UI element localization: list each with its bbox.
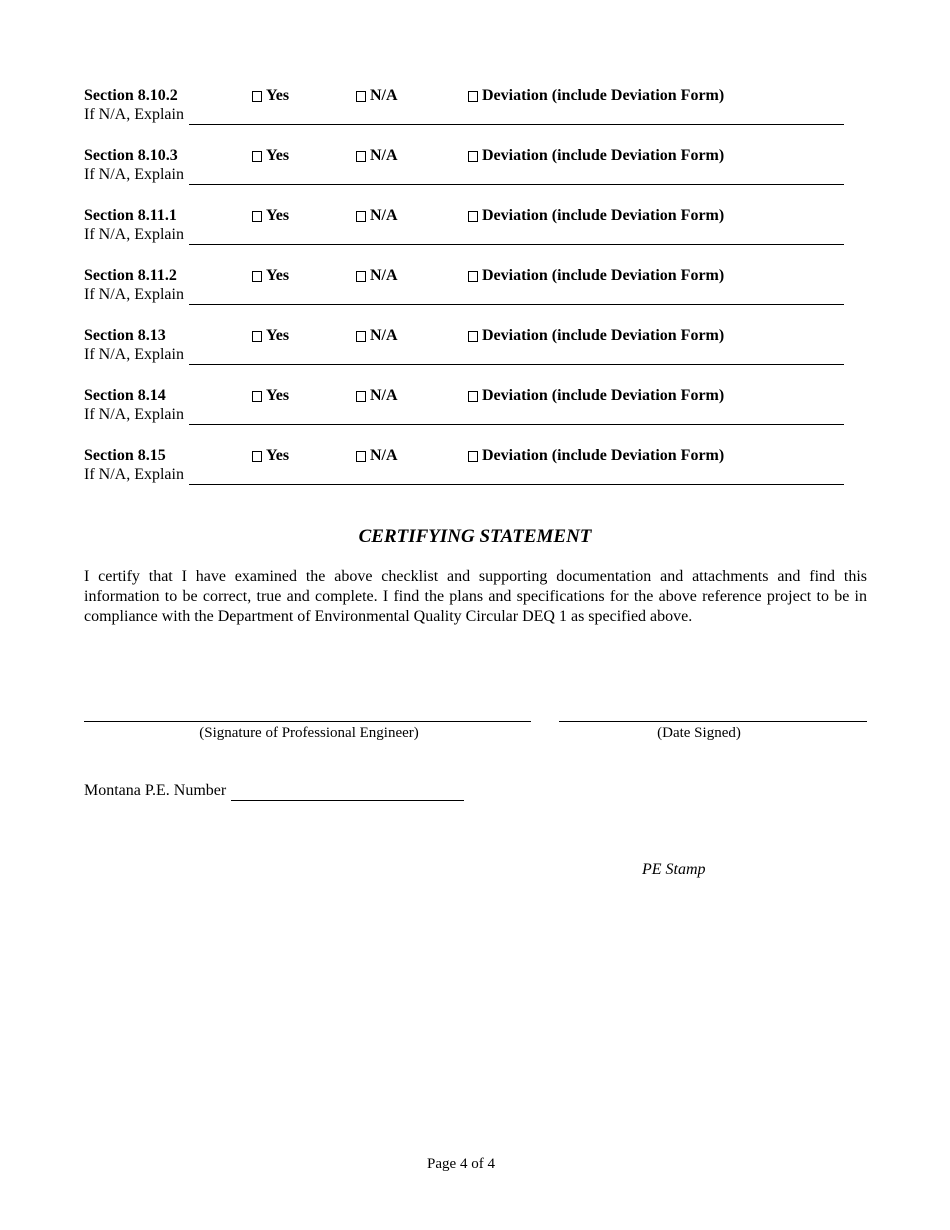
date-signed-label: (Date Signed) — [657, 725, 741, 741]
section-label: Section 8.13 — [84, 327, 166, 344]
yes-label: Yes — [266, 387, 290, 404]
yes-option[interactable] — [252, 266, 289, 286]
deviation-label: Deviation (include Deviation Form) — [482, 87, 725, 104]
na-option[interactable] — [356, 446, 398, 466]
na-option[interactable] — [356, 86, 398, 106]
section-label: Section 8.11.1 — [84, 207, 177, 224]
explain-input[interactable] — [189, 466, 844, 485]
deviation-checkbox[interactable] — [468, 391, 478, 402]
explain-label: If N/A, Explain — [84, 226, 184, 243]
page-number: Page 4 of 4 — [427, 1156, 495, 1172]
deviation-option[interactable] — [468, 266, 724, 286]
deviation-checkbox[interactable] — [468, 331, 478, 342]
yes-checkbox[interactable] — [252, 391, 262, 402]
section-label: Section 8.14 — [84, 387, 166, 404]
na-label: N/A — [370, 147, 398, 164]
yes-label: Yes — [266, 447, 290, 464]
na-option[interactable] — [356, 326, 398, 346]
na-label: N/A — [370, 327, 398, 344]
explain-line — [84, 165, 844, 185]
checklist-row — [84, 386, 844, 430]
yes-label: Yes — [266, 327, 290, 344]
yes-label: Yes — [266, 147, 290, 164]
explain-input[interactable] — [189, 346, 844, 365]
explain-line — [84, 465, 844, 485]
checklist-row — [84, 206, 844, 250]
deviation-checkbox[interactable] — [468, 271, 478, 282]
deviation-option[interactable] — [468, 446, 724, 466]
deviation-label: Deviation (include Deviation Form) — [482, 387, 725, 404]
yes-option[interactable] — [252, 446, 289, 466]
yes-checkbox[interactable] — [252, 151, 262, 162]
deviation-option[interactable] — [468, 386, 724, 406]
na-label: N/A — [370, 207, 398, 224]
yes-checkbox[interactable] — [252, 331, 262, 342]
explain-label: If N/A, Explain — [84, 106, 184, 123]
explain-line — [84, 285, 844, 305]
explain-line — [84, 105, 844, 125]
explain-label: If N/A, Explain — [84, 166, 184, 183]
na-checkbox[interactable] — [356, 391, 366, 402]
explain-label: If N/A, Explain — [84, 286, 184, 303]
deviation-label: Deviation (include Deviation Form) — [482, 267, 725, 284]
yes-option[interactable] — [252, 326, 289, 346]
yes-option[interactable] — [252, 386, 289, 406]
explain-line — [84, 225, 844, 245]
yes-option[interactable] — [252, 206, 289, 226]
section-label: Section 8.11.2 — [84, 267, 177, 284]
explain-input[interactable] — [189, 226, 844, 245]
explain-label: If N/A, Explain — [84, 346, 184, 363]
checklist-row — [84, 446, 844, 490]
na-label: N/A — [370, 387, 398, 404]
checklist-row — [84, 146, 844, 190]
section-label: Section 8.15 — [84, 447, 166, 464]
na-option[interactable] — [356, 266, 398, 286]
yes-label: Yes — [266, 267, 290, 284]
deviation-option[interactable] — [468, 206, 724, 226]
na-label: N/A — [370, 87, 398, 104]
deviation-checkbox[interactable] — [468, 91, 478, 102]
na-option[interactable] — [356, 386, 398, 406]
yes-checkbox[interactable] — [252, 451, 262, 462]
deviation-checkbox[interactable] — [468, 211, 478, 222]
explain-line — [84, 345, 844, 365]
na-option[interactable] — [356, 146, 398, 166]
deviation-label: Deviation (include Deviation Form) — [482, 447, 725, 464]
deviation-checkbox[interactable] — [468, 151, 478, 162]
engineer-signature-line[interactable] — [84, 721, 531, 722]
na-checkbox[interactable] — [356, 211, 366, 222]
explain-input[interactable] — [189, 166, 844, 185]
deviation-checkbox[interactable] — [468, 451, 478, 462]
na-checkbox[interactable] — [356, 91, 366, 102]
explain-line — [84, 405, 844, 425]
yes-option[interactable] — [252, 146, 289, 166]
yes-label: Yes — [266, 207, 290, 224]
section-label: Section 8.10.2 — [84, 87, 178, 104]
checklist-row — [84, 326, 844, 370]
deviation-label: Deviation (include Deviation Form) — [482, 207, 725, 224]
explain-label: If N/A, Explain — [84, 466, 184, 483]
na-label: N/A — [370, 267, 398, 284]
deviation-label: Deviation (include Deviation Form) — [482, 147, 725, 164]
yes-label: Yes — [266, 87, 290, 104]
checklist-row — [84, 266, 844, 310]
pe-stamp-label: PE Stamp — [642, 861, 706, 878]
certifying-statement-body: I certify that I have examined the above checklist and supporting documentation and attachments and find this information to be correct, true and complete. I find the plans and specifications for the above reference project to be in compliance with the Department of Environmental Quality Circular DEQ 1 as specified above. — [84, 568, 867, 625]
na-option[interactable] — [356, 206, 398, 226]
explain-input[interactable] — [189, 286, 844, 305]
explain-label: If N/A, Explain — [84, 406, 184, 423]
na-checkbox[interactable] — [356, 331, 366, 342]
explain-input[interactable] — [189, 406, 844, 425]
yes-option[interactable] — [252, 86, 289, 106]
yes-checkbox[interactable] — [252, 271, 262, 282]
section-label: Section 8.10.3 — [84, 147, 178, 164]
checklist-row — [84, 86, 844, 130]
pe-number-label: Montana P.E. Number — [84, 782, 227, 799]
na-checkbox[interactable] — [356, 151, 366, 162]
pe-number-field — [84, 781, 464, 801]
pe-number-input[interactable] — [231, 782, 464, 801]
na-checkbox[interactable] — [356, 451, 366, 462]
na-label: N/A — [370, 447, 398, 464]
deviation-label: Deviation (include Deviation Form) — [482, 327, 725, 344]
na-checkbox[interactable] — [356, 271, 366, 282]
engineer-signature-label: (Signature of Professional Engineer) — [199, 725, 419, 741]
deviation-option[interactable] — [468, 86, 724, 106]
date-signed-line[interactable] — [559, 721, 867, 722]
certifying-statement-title: CERTIFYING STATEMENT — [358, 526, 592, 547]
yes-checkbox[interactable] — [252, 211, 262, 222]
deviation-option[interactable] — [468, 146, 724, 166]
explain-input[interactable] — [189, 106, 844, 125]
yes-checkbox[interactable] — [252, 91, 262, 102]
deviation-option[interactable] — [468, 326, 724, 346]
